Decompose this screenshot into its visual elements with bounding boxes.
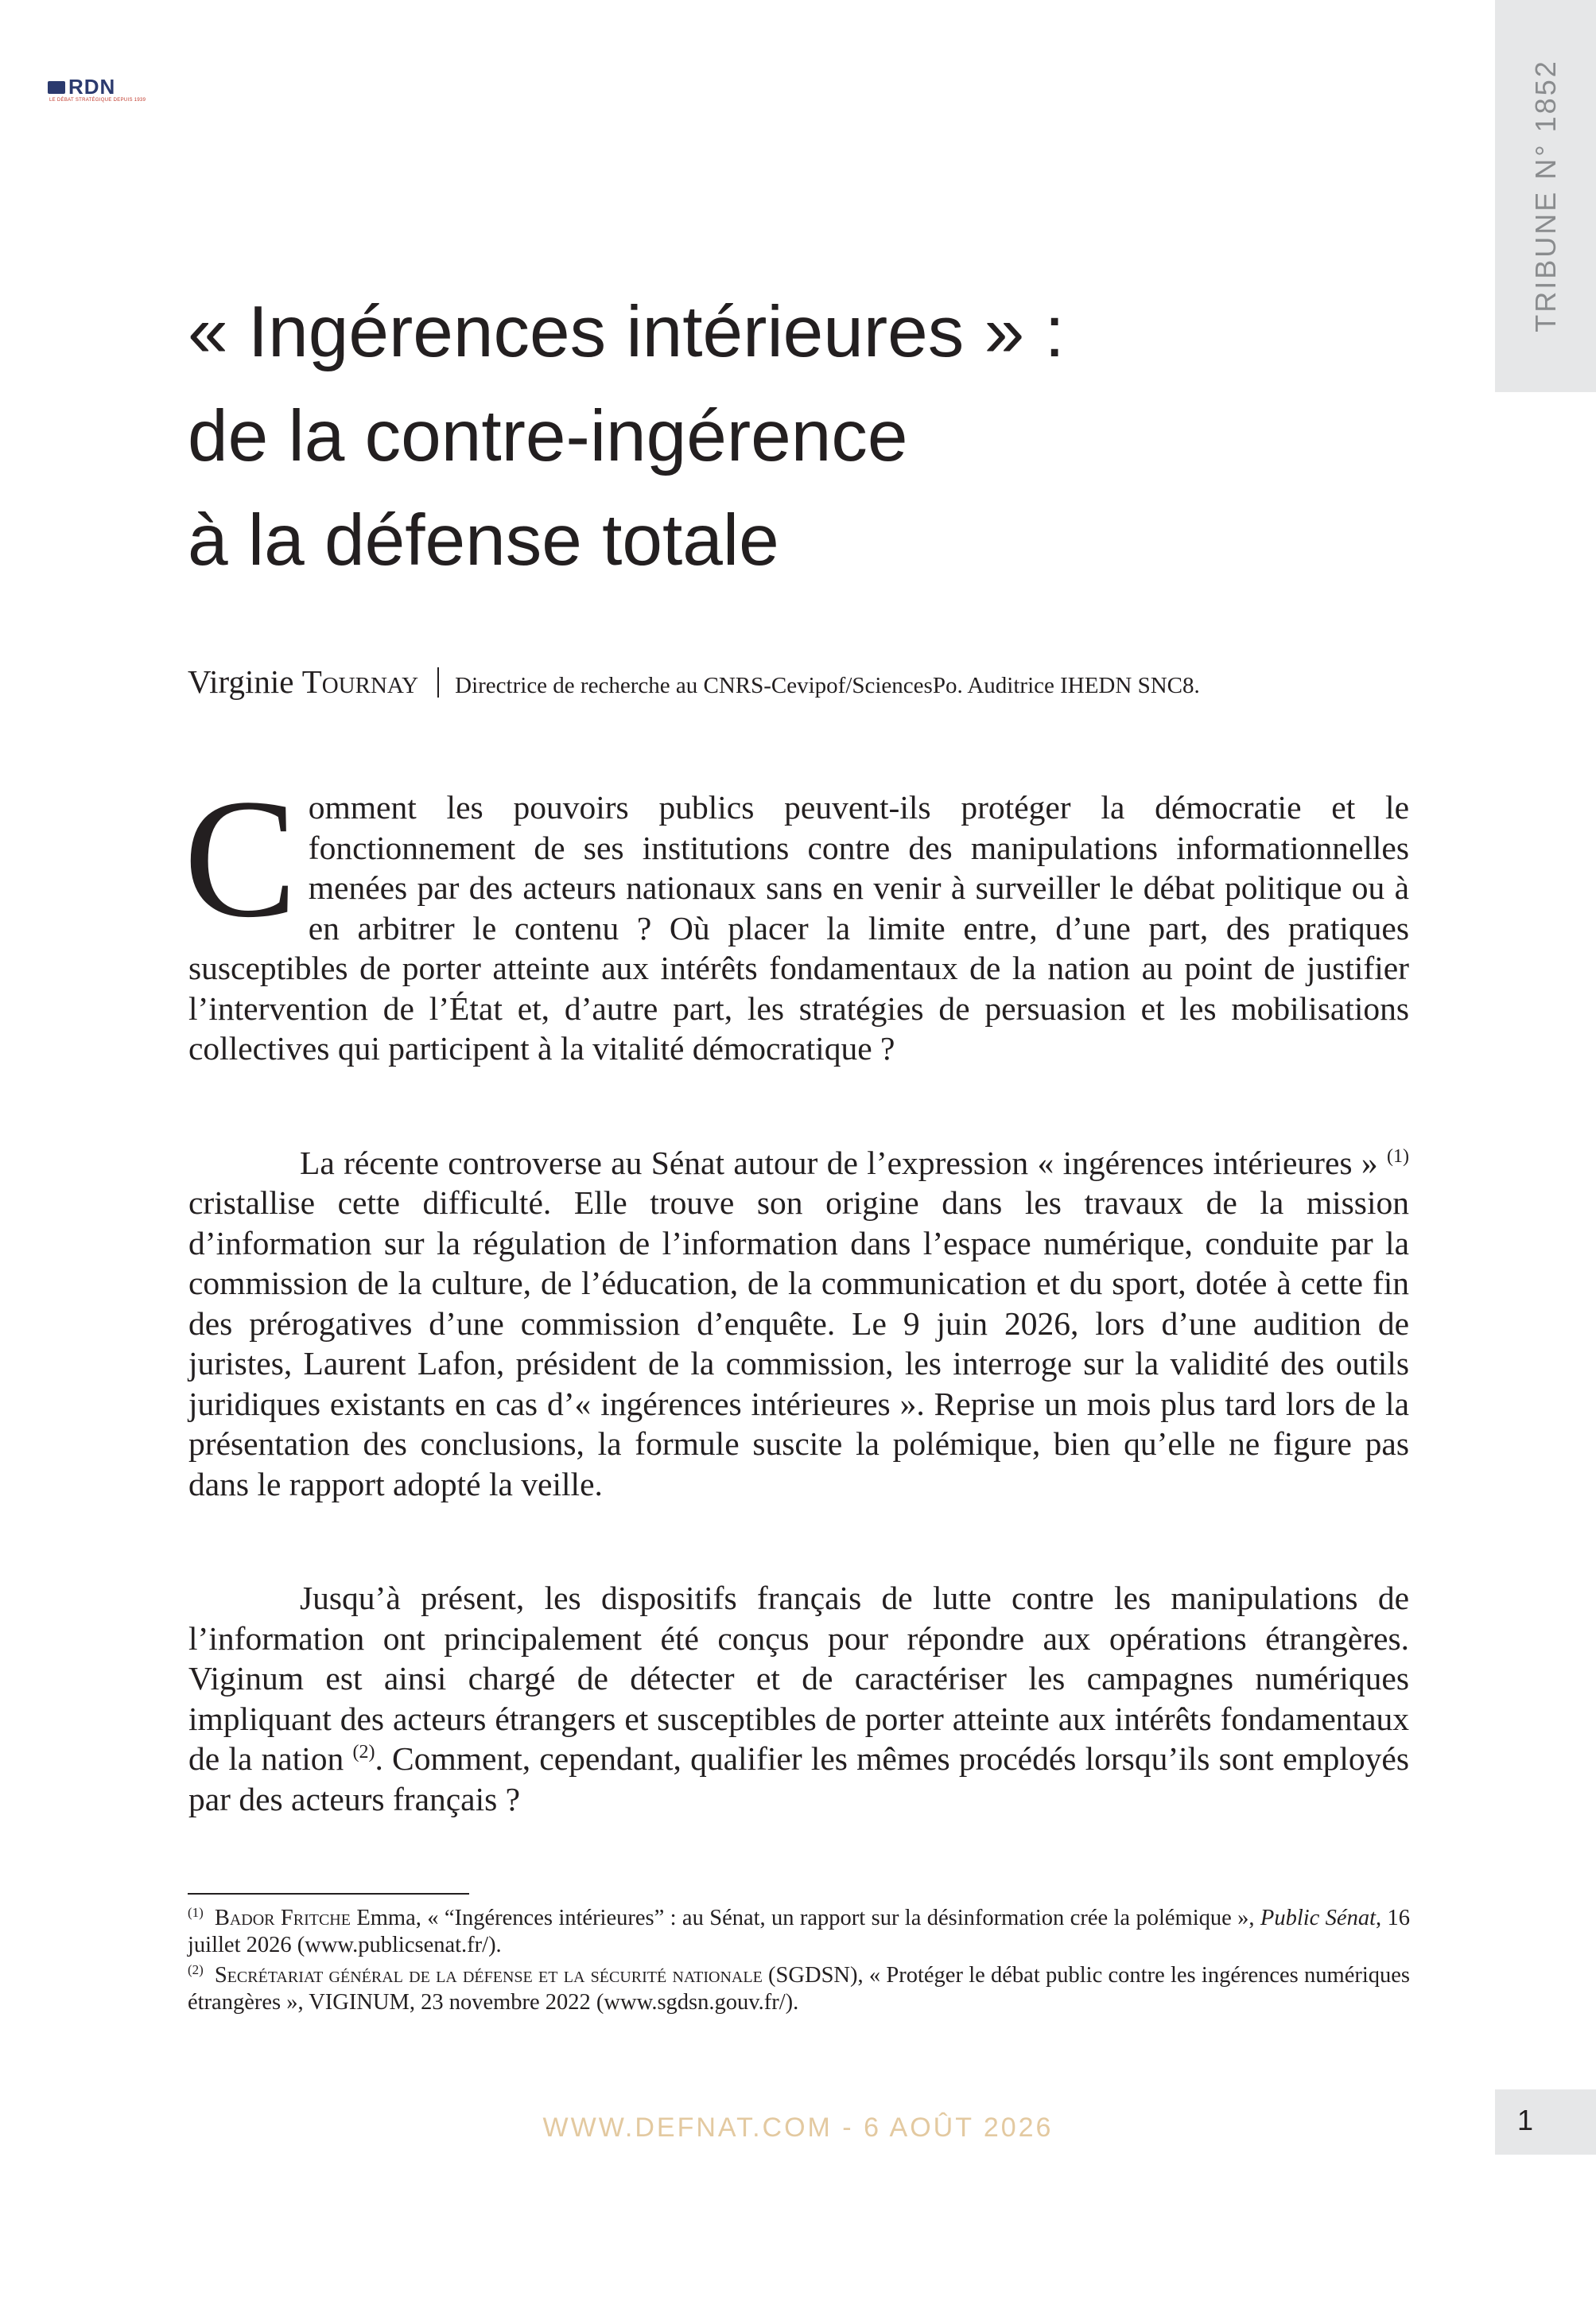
footnote-divider: [188, 1893, 469, 1895]
footnote-tail[interactable]: , 16 juillet 2026 (www.publicsenat.fr/).: [188, 1906, 1411, 1957]
rdn-logo-mark-icon: [48, 81, 65, 94]
paragraph-3: [188, 1578, 1409, 1819]
footnote-ref-2[interactable]: (2): [352, 1742, 375, 1763]
author-line: [188, 663, 1412, 702]
author-separator: [437, 667, 439, 698]
rdn-logo-tagline: LE DÉBAT STRATÉGIQUE DEPUIS 1939: [49, 98, 146, 103]
paragraph-2-text-a: La récente controverse au Sénat autour de l’expression « ingérences intérieures »: [300, 1144, 1378, 1181]
title-line-1: « Ingérences intérieures » :: [188, 292, 1065, 372]
footnote-author: Bador Fritche: [214, 1906, 351, 1930]
paragraph-3-text-a: Jusqu’à présent, les dispositifs français de lutte contre les manipulations de l’information ont principalement été conçus pour répondre aux opérations étrangères. Viginum est ainsi chargé de détecter et de caractériser les campagnes numériques impliquant des acteurs étrangers et susceptibles de porter atteinte aux intérêts fondamentaux de la nation: [188, 1580, 1409, 1777]
paragraph-3-text-b: . Comment, cependant, qualifier les mêmes procédés lorsqu’ils sont employés par des acteurs français ?: [188, 1740, 1410, 1817]
footnote-text: Emma, « “Ingérences intérieures” : au Sénat, un rapport sur la désinformation crée la polémique »,: [350, 1906, 1260, 1930]
rdn-logo-text: RDN: [68, 75, 116, 99]
author-role: Directrice de recherche au CNRS-Cevipof/SciencesPo. Auditrice IHEDN SNC8.: [455, 673, 1200, 698]
page-number-tab: [1495, 2089, 1596, 2155]
paragraph-2: [188, 1143, 1409, 1505]
footer-url-date[interactable]: WWW.DEFNAT.COM - 6 AOÛT 2026: [542, 2112, 1054, 2143]
paragraph-1-text: omment les pouvoirs publics peuvent-ils protéger la démocratie et le fonctionnement de ses institutions contre des manipulations informationnelles menées par des acteurs nationaux sans en venir à surveiller le débat politique ou à en arbitrer le contenu ? Où placer la limite entre, d’une part, des pratiques susceptibles de porter atteinte aux intérêts fondamentaux de la nation au point de justifier l’intervention de l’État et, d’autre part, les stratégies de persuasion et les mobilisations collectives qui participent à la vitalité démocratique ?: [188, 789, 1409, 1067]
author-first-name: Virginie: [188, 663, 294, 700]
paragraph-2-text-b: cristallise cette difficulté. Elle trouve son origine dans les travaux de la mission d’information sur la régulation de l’information dans l’espace numérique, conduite par la commission de la culture, de l’éducation, de la communication et du sport, dotée à cette fin des prérogatives d’une commission d’enquête. Le 9 juin 2026, lors d’une audition de juristes, Laurent Lafon, président de la commission, les interroge sur la validité des outils juridiques existants en cas d’« ingérences intérieures ». Reprise un mois plus tard lors de la présentation des conclusions, la formule suscite la polémique, bien qu’elle ne figure pas dans le rapport adopté la veille.: [188, 1184, 1409, 1502]
footnote-number: (1): [188, 1904, 204, 1920]
paragraph-1: [184, 764, 1409, 1069]
footnote-text[interactable]: (SGDSN), « Protéger le débat public contre les ingérences numériques étrangères », VIGINUM, 23 novembre 2022 (www.sgdsn.gouv.fr/).: [188, 1963, 1410, 2015]
footnotes: [188, 1905, 1410, 2019]
author-last-name: Tournay: [301, 663, 419, 700]
rdn-logo: [48, 75, 146, 105]
footnote-ref-1[interactable]: (1): [1387, 1145, 1410, 1167]
footnote-author: Secrétariat général de la défense et la sécurité nationale: [214, 1963, 763, 1988]
title-line-3: à la défense totale: [188, 500, 779, 581]
footnote-number: (2): [188, 1961, 204, 1977]
article-body: [184, 764, 1410, 1893]
tribune-number: TRIBUNE N° 1852: [1528, 59, 1562, 332]
footnote-1: [188, 1905, 1410, 1959]
page-number: 1: [1517, 2104, 1534, 2136]
author-name: [188, 663, 418, 701]
footnote-2: [188, 1962, 1410, 2016]
title-line-2: de la contre-ingérence: [188, 396, 908, 476]
side-tab: [1495, 0, 1596, 392]
page-title: [188, 280, 1380, 593]
drop-cap: C: [184, 764, 297, 953]
footnote-source: Public Sénat: [1260, 1906, 1376, 1930]
